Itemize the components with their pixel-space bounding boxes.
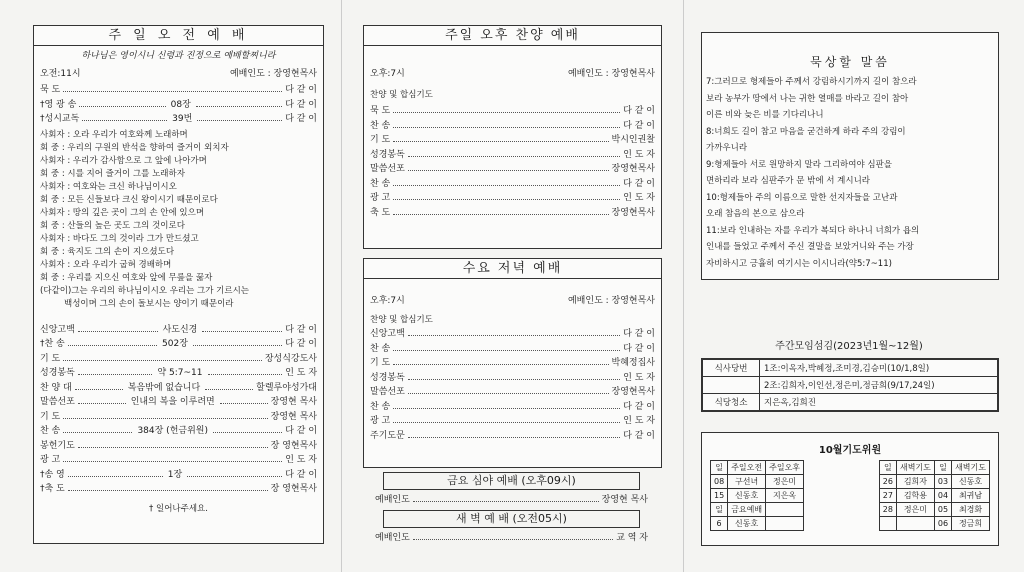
- duty-table: [702, 359, 998, 411]
- order-detail: 39번: [172, 114, 193, 124]
- litany-line: 사회자 : 오라 우리가 여호와께 노래하며: [40, 129, 188, 140]
- order-person: 장영현 목사: [270, 397, 317, 407]
- grid-row: [879, 517, 989, 531]
- sunday-morning-time: 오전:11시: [40, 69, 81, 79]
- order-person: 인 도 자: [623, 416, 655, 426]
- order-label: 말씀선포: [370, 164, 405, 174]
- dot-leader: [78, 439, 268, 448]
- dot-leader: [205, 381, 253, 390]
- order-person: 장영현목사: [611, 387, 655, 397]
- order-detail: 복음밖에 없습니다: [127, 382, 201, 393]
- duty-row: [703, 360, 998, 377]
- order-person: 다 같 이: [623, 120, 655, 131]
- grid-row: [711, 517, 804, 531]
- litany-line: 회 중 : 육지도 그의 손이 지으셨도다: [40, 246, 175, 257]
- dot-leader: [393, 414, 620, 423]
- verse-line: 10:형제들아 주의 이름으로 말한 선지자들을 고난과: [706, 192, 898, 203]
- order-row: [34, 97, 323, 112]
- order-row: [34, 322, 323, 337]
- order-label: 성경봉독: [370, 149, 405, 160]
- grid-cell: 03: [934, 475, 951, 489]
- wednesday-intro: 찬양 및 합심기도: [370, 315, 433, 325]
- grid-row: [711, 475, 804, 489]
- order-row: [364, 326, 661, 341]
- order-row: [364, 118, 661, 133]
- litany-line: 사회자 : 여호와는 크신 하나님이시오: [40, 181, 177, 192]
- order-row: [34, 423, 323, 438]
- order-row: [34, 111, 323, 126]
- wednesday-title: 수요 저녁 예배: [364, 259, 661, 279]
- order-label: 광 고: [370, 193, 391, 203]
- order-person: 장영현목사: [611, 164, 655, 174]
- order-label: 찬 송: [40, 426, 61, 436]
- grid-header-cell: 일: [879, 461, 896, 475]
- order-label: †축 도: [40, 484, 65, 494]
- order-person: 장성식강도사: [264, 353, 317, 364]
- order-label: 찬 양 대: [40, 382, 72, 393]
- duty-value: 지은옥,김희진: [760, 394, 998, 411]
- duty-key: 식사당번: [703, 360, 760, 377]
- fold-line-right: [683, 0, 684, 572]
- order-label: 기 도: [40, 353, 61, 364]
- order-person: 다 같 이: [285, 324, 317, 335]
- order-label: 광 고: [40, 455, 61, 465]
- dot-leader: [413, 493, 599, 502]
- order-person: 인 도 자: [285, 455, 317, 465]
- responsive-reading: [34, 128, 323, 310]
- dawn-panel: [363, 510, 660, 546]
- sunday-morning-order-top: [34, 82, 323, 126]
- sunday-afternoon-meta: [364, 46, 661, 82]
- order-label: 기 도: [370, 358, 391, 368]
- grid-cell: 04: [934, 489, 951, 503]
- order-label: 찬 송: [370, 120, 391, 131]
- order-person: 다 같 이: [623, 178, 655, 189]
- order-detail: 08장: [170, 99, 191, 110]
- order-detail: 502장: [162, 339, 188, 349]
- grid-cell: 28: [879, 503, 896, 517]
- grid-cell: 신동호: [728, 517, 766, 531]
- litany-line: (다같이)그는 우리의 하나님이시오 우리는 그가 기르시는: [40, 285, 249, 296]
- order-person: 다 같 이: [623, 343, 655, 354]
- duty-title: 주간모임섬김(2023년1월~12월): [775, 341, 923, 352]
- order-row: [34, 481, 323, 496]
- order-label: 찬 송: [370, 343, 391, 354]
- order-person: 다 같 이: [285, 469, 318, 480]
- duty-section: [701, 358, 999, 412]
- friday-row: [363, 490, 660, 508]
- order-person: 박시인권찰: [611, 135, 655, 145]
- order-label: 기 도: [40, 411, 61, 422]
- sunday-afternoon-time: 오후:7시: [370, 69, 405, 79]
- dot-leader: [78, 366, 153, 375]
- order-label: †성시교독: [40, 114, 80, 124]
- order-label: 말씀선포: [370, 387, 405, 397]
- litany-line: 회 중 : 시를 지어 즐거이 그를 노래하자: [40, 168, 185, 179]
- dot-leader: [63, 83, 282, 92]
- dot-leader: [220, 395, 268, 404]
- dot-leader: [393, 177, 620, 186]
- dot-leader: [82, 112, 167, 121]
- order-row: [34, 336, 323, 351]
- meditation-panel: [701, 32, 999, 280]
- order-row: [364, 161, 661, 176]
- dot-leader: [393, 356, 608, 365]
- grid-cell: 08: [711, 475, 728, 489]
- dot-leader: [63, 424, 132, 433]
- verse-line: 8:너희도 길이 참고 마음을 굳건하게 하라 주의 강림이: [706, 126, 906, 137]
- order-row: [34, 409, 323, 424]
- dot-leader: [408, 148, 620, 157]
- dot-leader: [408, 371, 620, 380]
- order-label: 신앙고백: [40, 324, 75, 335]
- grid-cell: 정은미: [766, 475, 804, 489]
- sunday-morning-subtitle: 하나님은 영이시니 신령과 진정으로 예배할찌니라: [81, 51, 276, 61]
- order-row: [364, 176, 661, 191]
- order-label: 주기도문: [370, 430, 405, 441]
- dot-leader: [393, 104, 620, 113]
- sunday-morning-title: 주 일 오 전 예 배: [34, 26, 323, 46]
- order-label: 봉헌기도: [40, 440, 75, 451]
- grid-row: [879, 475, 989, 489]
- duty-value: 1조:이옥자,박혜정,조미경,김승미(10/1,8일): [760, 360, 998, 377]
- litany-line: 회 중 : 산들의 높은 곳도 그의 것이로다: [40, 220, 185, 231]
- verse-line: 면하리라 보라 심판주가 문 밖에 서 계시니라: [706, 176, 871, 186]
- friday-title: 금요 심야 예배 (오후09시): [383, 472, 640, 490]
- litany-line: 회 중 : 모든 신들보다 크신 왕이시기 때문이로다: [40, 194, 218, 205]
- dawn-row: [363, 528, 660, 546]
- order-person: 장 영현목사: [270, 484, 317, 494]
- verse-line: 9:형제들아 서로 원망하지 말라 그리하여야 심판을: [706, 159, 893, 170]
- order-row: [364, 384, 661, 399]
- grid-cell: [879, 517, 896, 531]
- dot-leader: [193, 337, 282, 346]
- grid-cell: 26: [879, 475, 896, 489]
- dot-leader: [208, 366, 283, 375]
- duty-key: [703, 377, 760, 394]
- grid-row: [711, 489, 804, 503]
- grid-cell: 06: [934, 517, 951, 531]
- grid-header: [711, 461, 804, 475]
- order-row: [34, 467, 323, 482]
- order-person: 인 도 자: [285, 368, 318, 378]
- order-person: 다 같 이: [285, 99, 317, 110]
- order-label: 신앙고백: [370, 329, 405, 339]
- order-row: [34, 82, 323, 97]
- order-row: [34, 394, 323, 409]
- order-label: †찬 송: [40, 339, 65, 349]
- order-row: [364, 147, 661, 162]
- order-person: 다 같 이: [285, 114, 317, 124]
- litany-line: 회 중 : 우리의 구원의 반석을 향하여 즐거이 외치자: [40, 142, 229, 153]
- order-person: 인 도 자: [623, 149, 655, 160]
- dot-leader: [408, 162, 609, 171]
- order-label: 축 도: [370, 207, 391, 218]
- grid-cell: 정은미: [896, 503, 934, 517]
- prayer-title: 10월기도위원: [818, 445, 882, 456]
- friday-label: 예배인도: [375, 495, 410, 505]
- litany-line: 사회자 : 우리가 감사함으로 그 앞에 나아가며: [40, 155, 207, 166]
- dot-leader: [393, 191, 620, 200]
- grid-header: [879, 461, 989, 475]
- grid-cell: 정금희: [952, 517, 990, 531]
- verse-line: 7:그러므로 형제들아 주께서 강림하시기까지 길이 참으라: [706, 77, 917, 87]
- order-person: 다 같 이: [623, 401, 655, 412]
- grid-cell: 김학용: [896, 489, 934, 503]
- dot-leader: [78, 395, 126, 404]
- duty-key: 식당청소: [703, 394, 760, 411]
- order-detail: 약 5:7~11: [157, 368, 203, 378]
- wednesday-meta: [364, 279, 661, 309]
- wednesday-leader: 예배인도 : 장영현목사: [567, 296, 655, 306]
- verse-line: 자비하시고 긍휼히 여기시는 이시니라(약5:7~11): [706, 258, 892, 269]
- dawn-person: 교 역 자: [616, 533, 648, 543]
- grid-cell: 구선녀: [728, 475, 766, 489]
- grid-header-cell: 주일오전: [728, 461, 766, 475]
- order-label: 광 고: [370, 416, 391, 426]
- dot-leader: [78, 323, 158, 332]
- verse-line: 이른 비와 늦은 비를 기다리나니: [706, 110, 824, 120]
- order-row: [34, 438, 323, 453]
- sunday-afternoon-panel: [363, 25, 662, 249]
- litany-line: 사회자 : 오라 우리가 굽혀 경배하며: [40, 259, 172, 270]
- order-label: †영 광 송: [40, 99, 77, 110]
- grid-row: [711, 503, 804, 517]
- friday-panel: [363, 472, 660, 508]
- sunday-afternoon-intro: 찬양 및 합심기도: [370, 90, 433, 100]
- order-detail: 384장 (헌금위원): [137, 426, 208, 436]
- duty-row: [703, 377, 998, 394]
- litany-line: 회 중 : 우리를 지으신 여호와 앞에 무릎을 꿇자: [40, 272, 213, 283]
- grid-cell: 신동호: [952, 475, 990, 489]
- dot-leader: [393, 119, 620, 128]
- order-label: 찬 송: [370, 178, 391, 189]
- dot-leader: [63, 453, 282, 462]
- sunday-afternoon-leader: 예배인도 : 장영현목사: [567, 69, 655, 79]
- order-person: 다 같 이: [285, 339, 317, 349]
- wednesday-panel: [363, 258, 662, 468]
- grid-cell: 신동호: [728, 489, 766, 503]
- stand-footnote: † 일어나주세요.: [149, 503, 208, 514]
- dot-leader: [63, 410, 267, 419]
- dot-leader: [393, 133, 608, 142]
- dot-leader: [393, 400, 620, 409]
- dot-leader: [68, 468, 163, 477]
- order-row: [364, 370, 661, 385]
- grid-cell: 김희자: [896, 475, 934, 489]
- grid-cell: [766, 517, 804, 531]
- order-row: [364, 341, 661, 356]
- order-person: 장 영현목사: [270, 440, 317, 451]
- prayer-grid-sunday: [710, 460, 804, 531]
- dot-leader: [408, 429, 620, 438]
- order-row: [364, 132, 661, 147]
- grid-header-cell: 새벽기도: [896, 461, 934, 475]
- prayer-grid-dawn: [879, 460, 990, 531]
- order-label: 묵 도: [370, 106, 391, 116]
- dot-leader: [68, 337, 157, 346]
- grid-cell: 27: [879, 489, 896, 503]
- dot-leader: [393, 206, 608, 215]
- verse-line: 인내를 들었고 주께서 주신 결말을 보았거니와 주는 가장: [706, 242, 914, 252]
- order-row: [34, 365, 323, 380]
- order-person: 다 같 이: [623, 329, 655, 339]
- grid-cell: 15: [711, 489, 728, 503]
- order-label: †송 영: [40, 469, 65, 480]
- sunday-morning-order-bottom: [34, 322, 323, 496]
- grid-cell: 최경화: [952, 503, 990, 517]
- order-person: 장영현목사: [611, 207, 655, 218]
- order-row: [364, 399, 661, 414]
- order-person: 인 도 자: [623, 372, 655, 383]
- meditation-title: 묵상할 말씀: [810, 55, 890, 69]
- order-row: [364, 355, 661, 370]
- order-person: 다 같 이: [285, 85, 317, 95]
- duty-value: 2조:김희자,이인선,정은미,정금희(9/17,24일): [760, 377, 998, 394]
- order-detail: 1장: [167, 469, 183, 480]
- grid-header-cell: 새벽기도: [952, 461, 990, 475]
- dot-leader: [197, 112, 282, 121]
- grid-cell: 지은옥: [766, 489, 804, 503]
- order-label: 묵 도: [40, 85, 61, 95]
- litany-line: 백성이며 그의 손이 돌보시는 양이기 때문이라: [64, 298, 234, 309]
- grid-cell: 최귀남: [952, 489, 990, 503]
- order-row: [34, 351, 323, 366]
- grid-cell: 금요예배: [728, 503, 766, 517]
- order-person: 다 같 이: [623, 106, 655, 116]
- grid-cell: 05: [934, 503, 951, 517]
- order-row: [364, 190, 661, 205]
- wednesday-time: 오후:7시: [370, 296, 405, 306]
- grid-row: [879, 503, 989, 517]
- dawn-title: 새 벽 예 배 (오전05시): [383, 510, 640, 528]
- order-detail: 인내의 복을 이루려면: [130, 397, 215, 407]
- dot-leader: [187, 468, 282, 477]
- order-detail: 사도신경: [162, 324, 198, 335]
- order-row: [364, 205, 661, 220]
- grid-cell: 6: [711, 517, 728, 531]
- verse-line: 보라 농부가 땅에서 나는 귀한 열매를 바라고 길이 참아: [706, 93, 909, 104]
- grid-header-cell: 일: [934, 461, 951, 475]
- verse-line: 가까우니라: [706, 143, 748, 153]
- grid-row: [879, 489, 989, 503]
- sunday-afternoon-title: 주일 오후 찬양 예배: [364, 26, 661, 46]
- order-person: 다 같 이: [623, 430, 655, 441]
- order-label: 말씀선포: [40, 397, 75, 407]
- verse-line: 11:보라 인내하는 자를 우리가 복되다 하나니 너희가 욥의: [706, 225, 920, 236]
- grid-cell: [766, 503, 804, 517]
- dot-leader: [63, 352, 262, 361]
- order-person: 박혜정집사: [611, 358, 655, 368]
- dot-leader: [408, 327, 620, 336]
- dot-leader: [213, 424, 282, 433]
- duty-row: [703, 394, 998, 411]
- dot-leader: [202, 323, 282, 332]
- order-row: [364, 428, 661, 443]
- dot-leader: [408, 385, 609, 394]
- litany-line: 사회자 : 바다도 그의 것이라 그가 만드셨고: [40, 233, 199, 244]
- order-label: 기 도: [370, 135, 391, 145]
- order-row: [364, 413, 661, 428]
- order-person: 장영현 목사: [270, 411, 317, 422]
- grid-cell: 일: [711, 503, 728, 517]
- prayer-section: [701, 432, 999, 546]
- sunday-afternoon-order: [364, 103, 661, 219]
- dot-leader: [75, 381, 123, 390]
- dot-leader: [79, 98, 165, 107]
- order-row: [34, 452, 323, 467]
- friday-person: 장영현 목사: [601, 495, 648, 505]
- order-person: 인 도 자: [623, 193, 655, 203]
- litany-line: 사회자 : 땅의 깊은 곳이 그의 손 안에 있으며: [40, 207, 205, 218]
- grid-header-cell: 주일오후: [766, 461, 804, 475]
- order-person: 할렐루야성가대: [256, 382, 317, 393]
- order-row: [364, 103, 661, 118]
- dawn-label: 예배인도: [375, 533, 410, 543]
- order-label: 성경봉독: [40, 368, 75, 378]
- fold-line-left: [341, 0, 342, 572]
- dot-leader: [393, 342, 620, 351]
- sunday-morning-meta: [34, 63, 323, 82]
- order-row: [34, 380, 323, 395]
- meditation-verses: [702, 74, 998, 272]
- sunday-morning-panel: [33, 25, 324, 544]
- verse-line: 오래 참음의 본으로 삼으라: [706, 209, 805, 219]
- sunday-morning-leader: 예배인도 : 장영현목사: [229, 69, 317, 79]
- order-person: 다 같 이: [285, 426, 318, 436]
- dot-leader: [196, 98, 282, 107]
- order-label: 찬 송: [370, 401, 391, 412]
- grid-header-cell: 일: [711, 461, 728, 475]
- dot-leader: [413, 531, 613, 540]
- dot-leader: [68, 482, 268, 491]
- grid-cell: [896, 517, 934, 531]
- order-label: 성경봉독: [370, 372, 405, 383]
- wednesday-order: [364, 326, 661, 442]
